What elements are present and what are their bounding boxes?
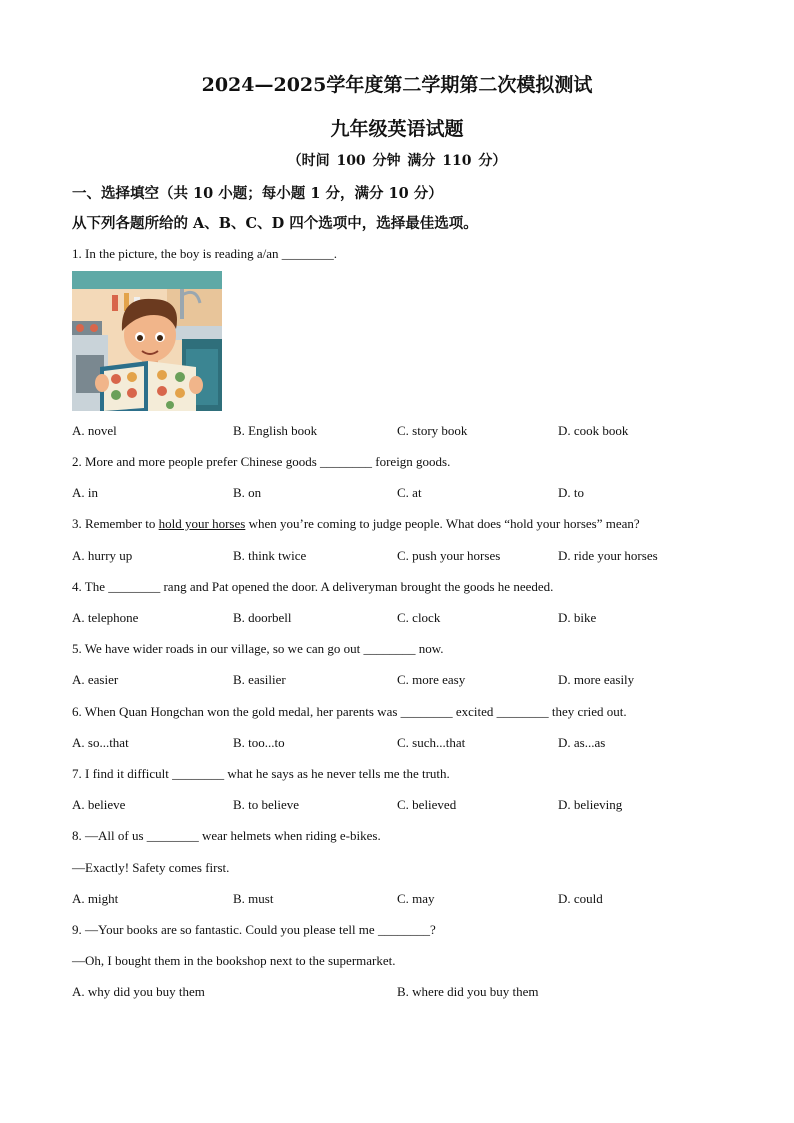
boy-reading-cookbook-illustration (72, 271, 222, 411)
q3-option-a: A. hurry up (72, 548, 133, 563)
q8-option-c: C. may (397, 891, 435, 906)
question-8-reply: —Exactly! Safety comes first. (72, 860, 230, 875)
question-5-stem: 5. We have wider roads in our village, so we can go out ________ now. (72, 641, 444, 656)
exam-title: 2024—2025学年度第二学期第二次模拟测试 (201, 74, 593, 96)
q9-option-a: A. why did you buy them (72, 984, 205, 999)
q4-option-c: C. clock (397, 610, 441, 625)
q3-option-d: D. ride your horses (558, 548, 658, 563)
question-4-stem: 4. The ________ rang and Pat opened the door. A deliveryman brought the goods he needed. (72, 579, 554, 594)
section-instruction: 从下列各题所给的 A、B、C、D 四个选项中，选择最佳选项。 (72, 215, 478, 232)
q8-option-b: B. must (233, 891, 274, 906)
q3-stem-post: when you’re coming to judge people. What does “hold your horses” mean? (245, 516, 640, 531)
question-1-stem: 1. In the picture, the boy is reading a/an ________. (72, 246, 337, 261)
q3-stem-pre: 3. Remember to (72, 516, 159, 531)
q3-option-c: C. push your horses (397, 548, 501, 563)
q2-option-a: A. in (72, 485, 98, 500)
q2-option-d: D. to (558, 485, 584, 500)
q5-option-b: B. easilier (233, 672, 286, 687)
q4-option-d: D. bike (558, 610, 597, 625)
q4-option-b: B. doorbell (233, 610, 292, 625)
q2-option-b: B. on (233, 485, 262, 500)
q7-option-a: A. believe (72, 797, 126, 812)
q7-option-c: C. believed (397, 797, 457, 812)
q4-option-a: A. telephone (72, 610, 139, 625)
q1-option-b: B. English book (233, 423, 318, 438)
q5-option-a: A. easier (72, 672, 119, 687)
question-7-stem: 7. I find it difficult ________ what he says as he never tells me the truth. (72, 766, 450, 781)
q8-option-a: A. might (72, 891, 119, 906)
q7-option-d: D. believing (558, 797, 623, 812)
exam-time-info: （时间 100 分钟 满分 110 分） (287, 153, 507, 169)
section-heading: 一、选择填空（共 10 小题；每小题 1 分，满分 10 分） (72, 185, 443, 202)
question-9-stem: 9. —Your books are so fantastic. Could you please tell me ________? (72, 922, 436, 937)
illustration-svg (72, 271, 222, 411)
q6-option-a: A. so...that (72, 735, 129, 750)
q7-option-b: B. to believe (233, 797, 300, 812)
q2-option-c: C. at (397, 485, 422, 500)
question-2-stem: 2. More and more people prefer Chinese goods ________ foreign goods. (72, 454, 451, 469)
question-6-stem: 6. When Quan Hongchan won the gold medal, her parents was ________ excited ________ they cried out. (72, 704, 627, 719)
q6-option-b: B. too...to (233, 735, 285, 750)
q6-option-d: D. as...as (558, 735, 606, 750)
q1-option-a: A. novel (72, 423, 117, 438)
exam-subtitle: 九年级英语试题 (330, 118, 464, 140)
q8-option-d: D. could (558, 891, 603, 906)
q1-option-d: D. cook book (558, 423, 629, 438)
q9-option-b: B. where did you buy them (397, 984, 539, 999)
q3-option-b: B. think twice (233, 548, 307, 563)
q6-option-c: C. such...that (397, 735, 466, 750)
question-8-stem: 8. —All of us ________ wear helmets when riding e-bikes. (72, 828, 381, 843)
q5-option-d: D. more easily (558, 672, 635, 687)
question-3-stem (72, 516, 640, 532)
question-9-reply: —Oh, I bought them in the bookshop next to the supermarket. (72, 953, 396, 968)
q5-option-c: C. more easy (397, 672, 466, 687)
q3-underlined-phrase: hold your horses (158, 516, 246, 531)
q1-option-c: C. story book (397, 423, 468, 438)
